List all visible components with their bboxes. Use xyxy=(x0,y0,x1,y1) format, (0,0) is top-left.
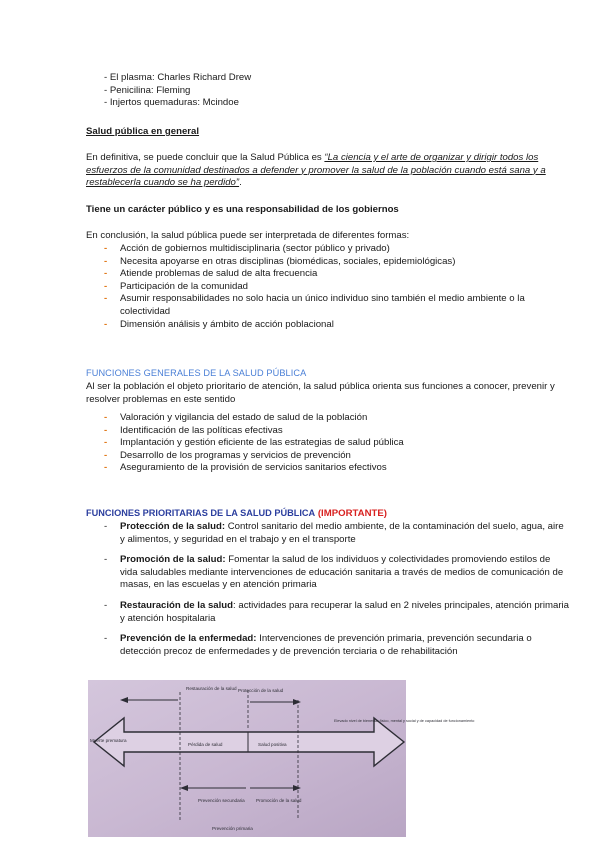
label-promocion: Promoción de la salud xyxy=(256,798,302,803)
section-title-salud-publica: Salud pública en general xyxy=(86,126,200,137)
term-text: Fomentar la salud de los individuos y colectividades promoviendo estilos de vida saludables mediante intervenciones de educación sanitaria a través de medios de comunicación de masas, en las escuelas y en atención primaria xyxy=(120,554,564,591)
list-item xyxy=(86,633,570,658)
list-item: - Valoración y vigilancia del estado de salud de la población xyxy=(86,412,570,425)
conclusion-line: En conclusión, la salud pública puede ser interpretada de diferentes formas: xyxy=(86,230,410,241)
list-item: - Necesita apoyarse en otras disciplinas (biomédicas, sociales, epidemiológicas) xyxy=(86,256,570,269)
intro-item: - Penicilina: Fleming xyxy=(104,84,191,96)
label-prev-primaria: Prevención primaria xyxy=(212,826,253,831)
important-tag: (IMPORTANTE) xyxy=(317,508,387,519)
section-title-funciones-prioritarias xyxy=(86,507,570,521)
list-item: - Asumir responsabilidades no solo hacia un único individuo sino también el medio ambiente o la colectividad xyxy=(86,293,570,318)
list-item: - Implantación y gestión eficiente de las estrategias de salud pública xyxy=(86,437,570,450)
list-item: - Atiende problemas de salud de alta frecuencia xyxy=(86,268,570,281)
list-item: - Desarrollo de los programas y servicios de prevención xyxy=(86,450,570,463)
label-muerte: Muerte prematura xyxy=(90,738,127,743)
definition-suffix: . xyxy=(239,177,242,189)
term: Prevención de la enfermedad: xyxy=(120,633,257,645)
list-item: - Acción de gobiernos multidisciplinaria (sector público y privado) xyxy=(86,243,570,256)
term: Restauración de la salud xyxy=(120,599,234,611)
definition-paragraph xyxy=(86,152,570,190)
list-item: - Identificación de las políticas efectivas xyxy=(86,425,570,438)
term: Promoción de la salud: xyxy=(120,554,226,566)
diagram-background xyxy=(88,680,406,837)
list-item: - Aseguramiento de la provisión de servicios sanitarios efectivos xyxy=(86,462,570,475)
list-item: - Participación de la comunidad xyxy=(86,281,570,294)
intro-item: - El plasma: Charles Richard Drew xyxy=(104,72,252,83)
definition-quote: “La ciencia y el arte de organizar y dirigir todos los esfuerzos de la comunidad destinados a defender y promover la salud de la población cuando está sana y a restablecerla cuando se ha perdido” xyxy=(86,152,546,189)
funciones-prioritarias-list xyxy=(86,521,570,666)
intro-item: - Injertos quemaduras: Mcindoe xyxy=(104,97,239,109)
label-bienestar: Elevado nivel de bienestar físico, mental y social y de capacidad de funcionamiento xyxy=(334,719,475,723)
label-salud-positiva: Salud positiva xyxy=(258,742,287,747)
section-title-funciones-generales: FUNCIONES GENERALES DE LA SALUD PÚBLICA xyxy=(86,368,307,378)
list-item xyxy=(86,600,570,625)
term-text: : actividades para recuperar la salud en 2 niveles principales, atención primaria y atención hospitalaria xyxy=(120,599,569,624)
interpretations-list xyxy=(86,243,570,331)
label-restauracion: Restauración de la salud xyxy=(186,686,237,691)
label-prev-secundaria: Prevención secundaria xyxy=(198,798,245,803)
definition-prefix: En definitiva, se puede concluir que la Salud Pública es xyxy=(86,152,325,163)
public-character-line: Tiene un carácter público y es una responsabilidad de los gobiernos xyxy=(86,204,399,215)
health-continuum-diagram xyxy=(88,680,475,837)
term-text: Control sanitario del medio ambiente, de la contaminación del suelo, agua, aire y alimentos, y seguridad en el trabajo y en el transporte xyxy=(120,521,564,545)
label-perdida: Pérdida de salud xyxy=(188,742,223,747)
funciones-intro: Al ser la población el objeto prioritario de atención, la salud pública orienta sus funciones a conocer, prevenir y resolver problemas en este sentido xyxy=(86,381,555,405)
list-item: - Dimensión análisis y ámbito de acción poblacional xyxy=(86,319,570,332)
list-item xyxy=(86,521,570,546)
term-text: Intervenciones de prevención primaria, prevención secundaria o detección precoz de enfermedades y de prevención terciaria o de rehabilitación xyxy=(120,633,532,657)
intro-list xyxy=(104,72,588,110)
funciones-prioritarias-title: FUNCIONES PRIORITARIAS DE LA SALUD PÚBLICA xyxy=(86,508,316,518)
list-item xyxy=(86,554,570,592)
term: Protección de la salud: xyxy=(120,521,226,532)
funciones-generales-list xyxy=(86,412,570,475)
label-proteccion: Protección de la salud xyxy=(238,688,284,693)
